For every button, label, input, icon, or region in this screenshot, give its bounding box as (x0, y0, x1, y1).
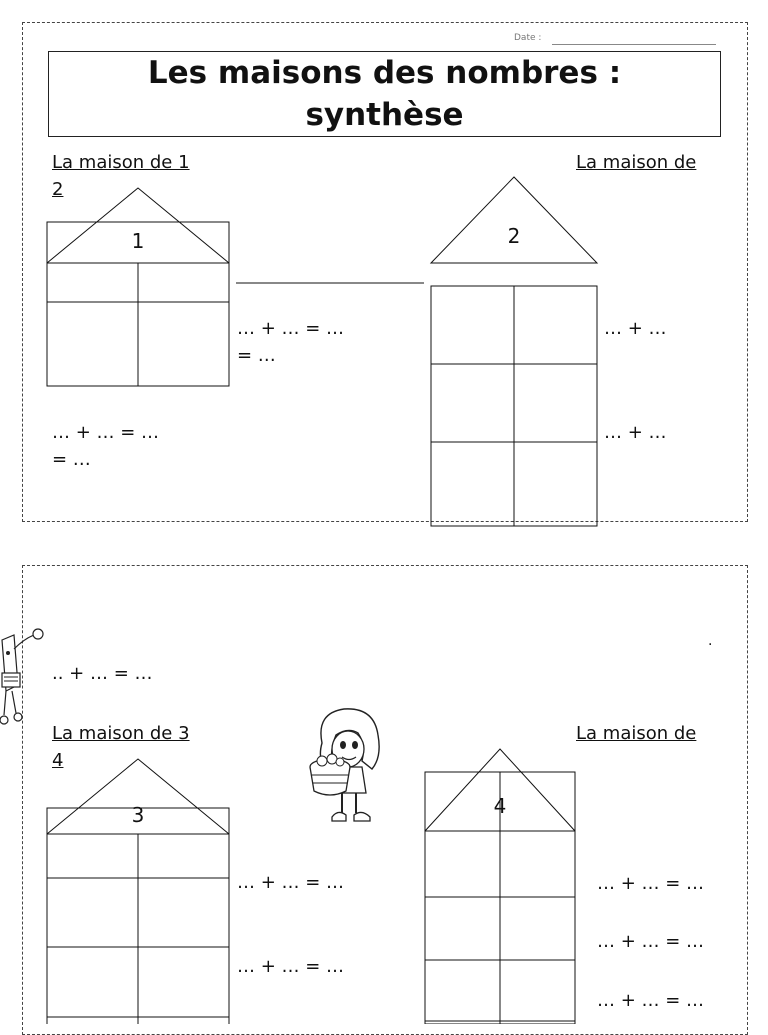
equation-left-line1[interactable]: … + … = … (52, 422, 160, 443)
house-3-equation-1[interactable]: … + … = … (237, 872, 345, 893)
title-line-1: Les maisons des nombres : (147, 55, 622, 91)
house-3-roof-number: 3 (131, 803, 145, 827)
house-2-cell-b1[interactable] (514, 286, 597, 364)
house-3-equation-2[interactable]: … + … = … (237, 956, 345, 977)
house-1-cell-b2[interactable] (138, 302, 229, 386)
house-4-heading: La maison de (576, 723, 697, 744)
house-2-cell-a2[interactable] (431, 364, 514, 442)
house-4-equation-3[interactable]: … + … = … (597, 990, 705, 1011)
equation-right-2[interactable]: … + … (604, 422, 667, 443)
equation-left-line2[interactable]: = … (52, 449, 91, 470)
house-1-roof-number: 1 (131, 229, 145, 253)
stray-dot: . (708, 633, 713, 649)
house-4-equation-2[interactable]: … + … = … (597, 931, 705, 952)
dora-holding-basket-icon (302, 705, 392, 827)
house-3-heading: La maison de 3 (52, 723, 190, 744)
house-2-roof (431, 177, 597, 263)
house-1-cell-a1[interactable] (47, 263, 138, 302)
house-2-cell-a1[interactable] (431, 286, 514, 364)
cartoon-sponge-icon (0, 625, 50, 740)
house-2-cell-b2[interactable] (514, 364, 597, 442)
date-label: Date : (514, 33, 542, 43)
house-4-equation-1[interactable]: … + … = … (597, 873, 705, 894)
house-2-heading: La maison de (576, 152, 697, 173)
house-1-cell-a2[interactable] (47, 302, 138, 386)
house-3-heading-wrap: 4 (52, 750, 64, 771)
house-1 (47, 188, 229, 386)
house-1-heading: La maison de 1 (52, 152, 190, 173)
house-4-roof-number: 4 (493, 794, 507, 818)
house-1-cell-b1[interactable] (138, 263, 229, 302)
house-2-roof-number: 2 (507, 224, 521, 248)
title-line-2: synthèse (305, 97, 464, 133)
house-2-cell-b3[interactable] (514, 442, 597, 520)
equation-bottom-top[interactable]: .. + … = … (52, 663, 153, 684)
house-1-heading-wrap: 2 (52, 179, 64, 200)
equation-mid-line1[interactable]: … + … = … (237, 318, 345, 339)
equation-right-1[interactable]: … + … (604, 318, 667, 339)
equation-mid-line2[interactable]: = … (237, 345, 276, 366)
house-2-cell-a3[interactable] (431, 442, 514, 520)
